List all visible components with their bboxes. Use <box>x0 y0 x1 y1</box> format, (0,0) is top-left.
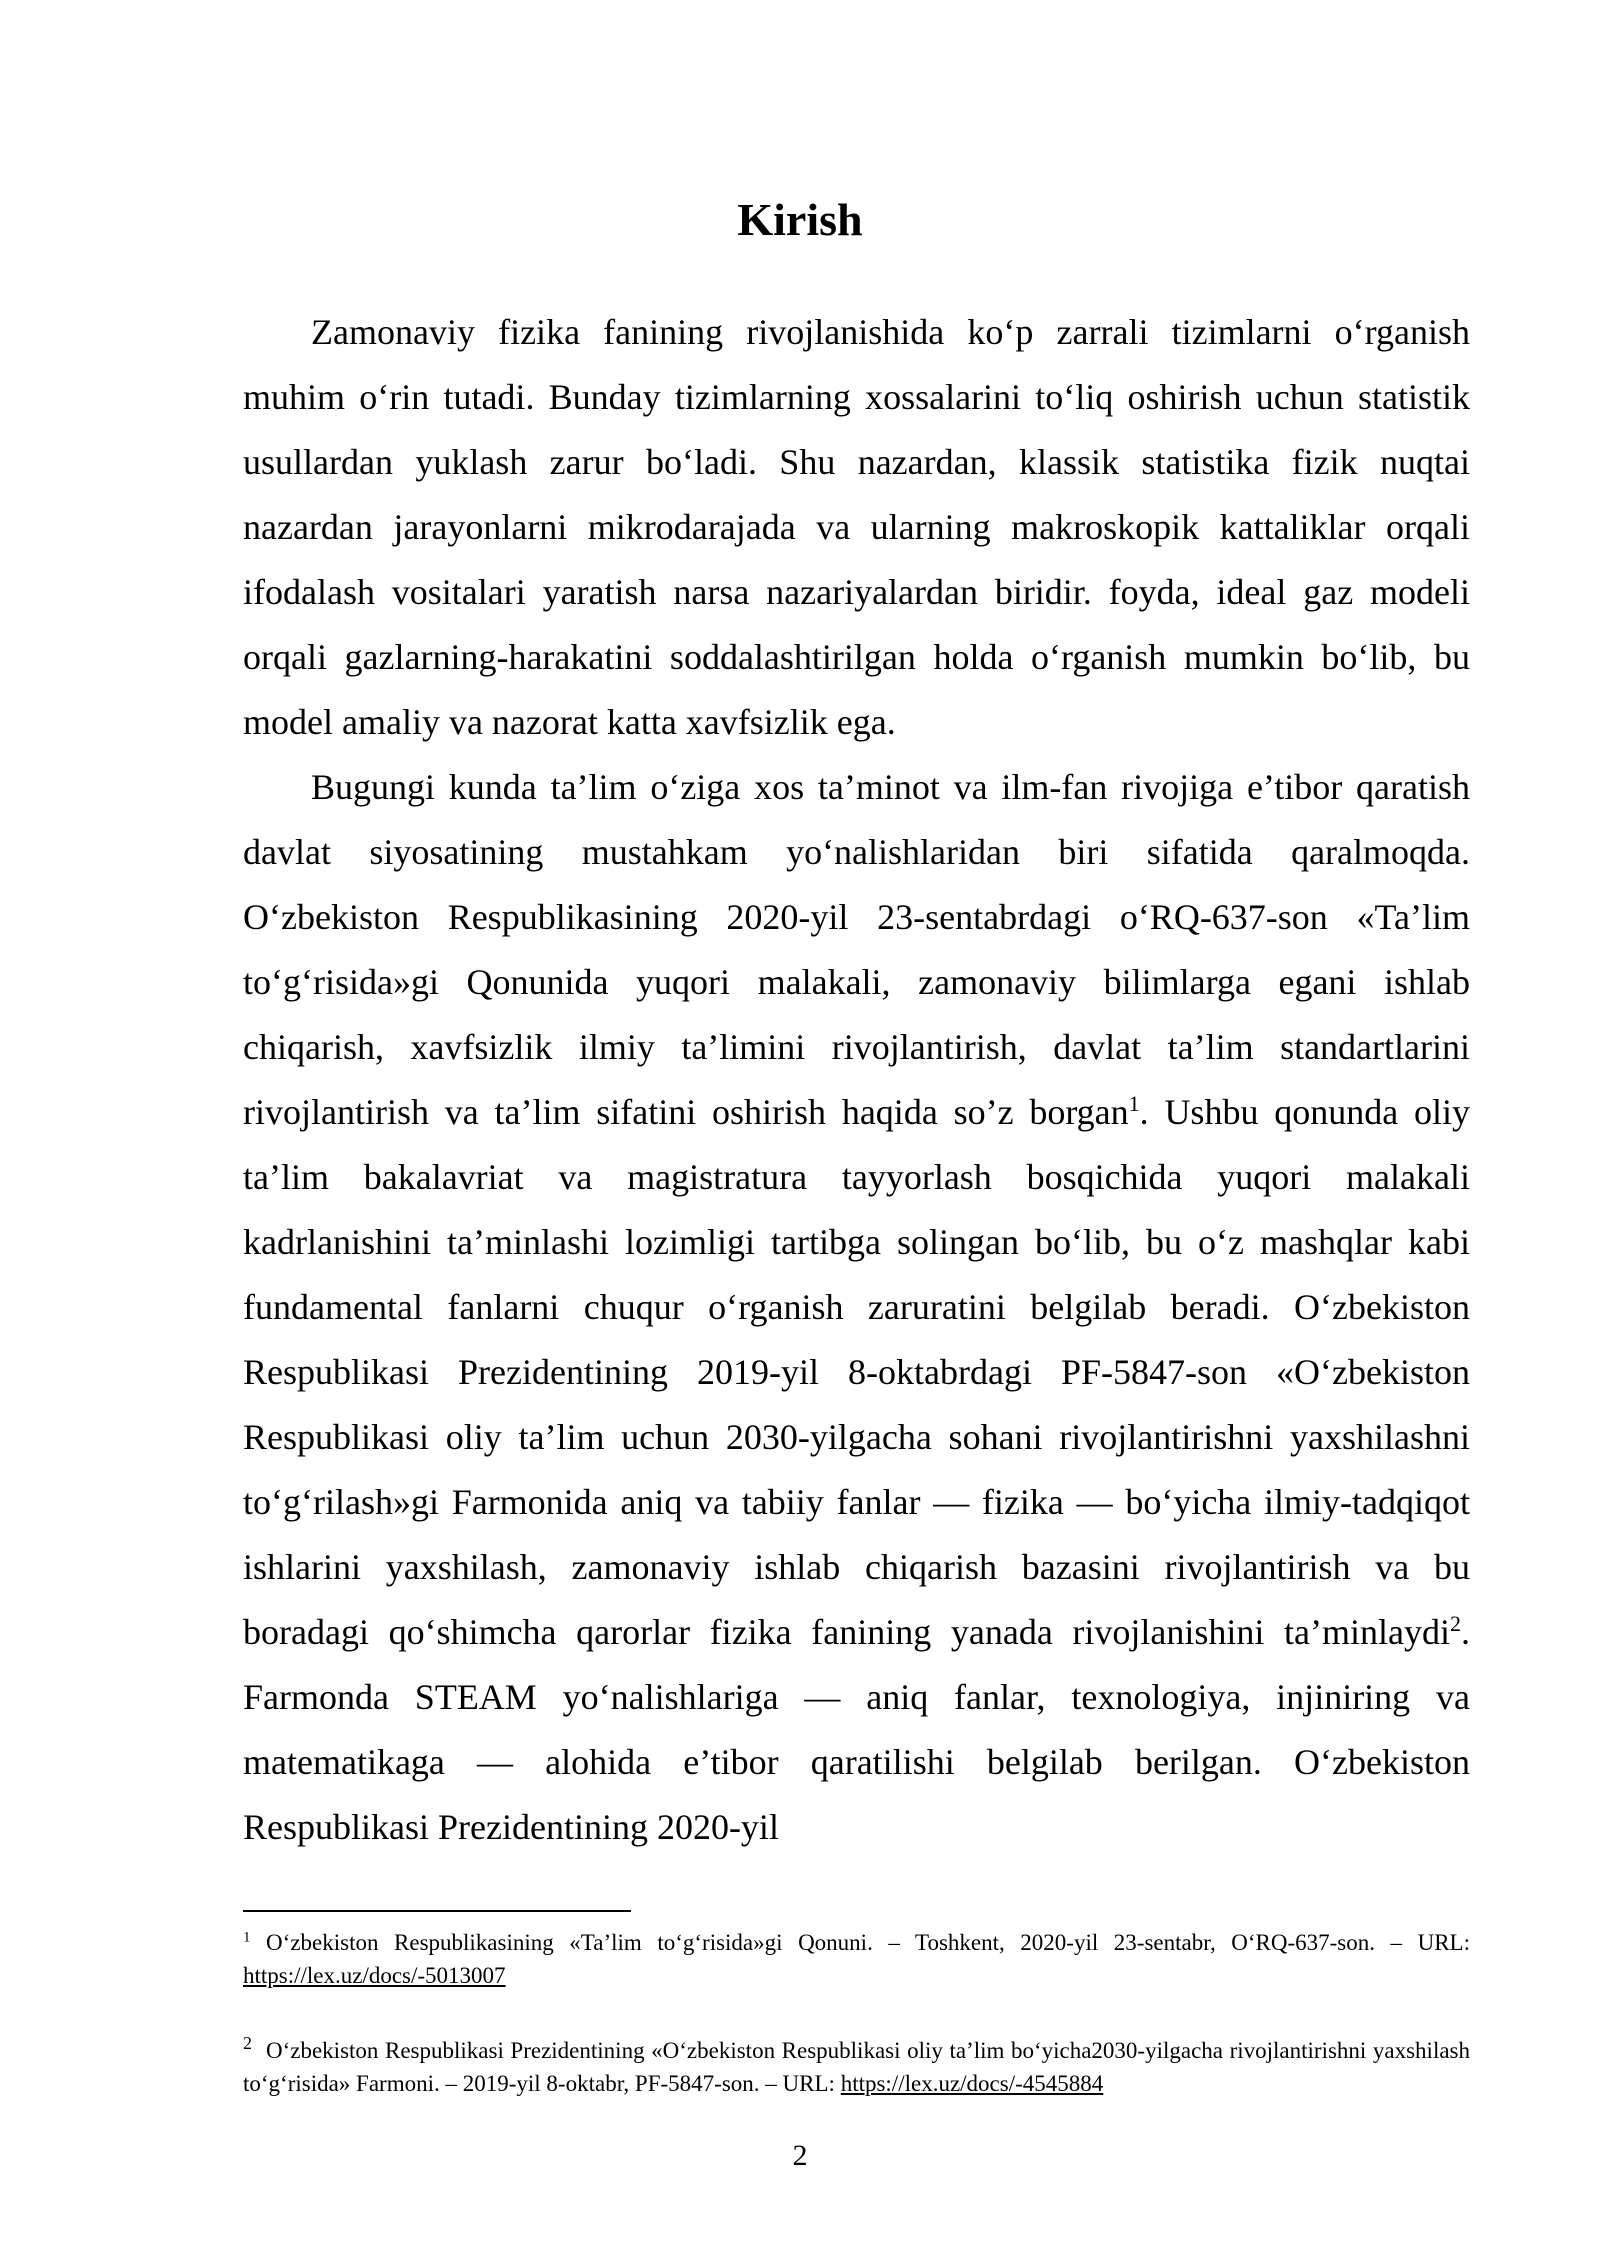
page-title: Kirish <box>737 194 863 245</box>
footnote-1-link[interactable]: https://lex.uz/docs/-5013007 <box>243 1963 506 1988</box>
footnote-1 <box>243 1926 1470 1992</box>
paragraph-legislation-part3: . Farmonda STEAM yo‘nalishlariga — aniq fanlar, texnologiya, injiniring va matematikaga — alohida e’tibor qaratilishi belgilab berilgan. O‘zbekiston Respublikasi Prezidentining 2020-yil <box>243 1612 1470 1847</box>
paragraph-legislation-part1: Bugungi kunda ta’lim o‘ziga xos ta’minot va ilm-fan rivojiga e’tibor qaratish davlat siyosatining mustahkam yo‘nalishlaridan biri sifatida qaralmoqda. O‘zbekiston Respublikasining 2020-yil 23-sentabrdagi o‘RQ-637-son «Ta’lim to‘g‘risida»gi Qonunida yuqori malakali, zamonaviy bilimlarga egani ishlab chiqarish, xavfsizlik ilmiy ta’limini rivojlantirish, davlat ta’lim standartlarini rivojlantirish va ta’lim sifatini oshirish haqida so’z borgan <box>243 767 1470 1132</box>
page-number: 2 <box>792 2139 808 2172</box>
paragraph-intro: Zamonaviy fizika fanining rivojlanishida ko‘p zarrali tizimlarni o‘rganish muhim o‘rin tutadi. Bunday tizimlarning xossalarini to‘liq oshirish uchun statistik usullardan yuklash zarur bo‘ladi. Shu nazardan, klassik statistika fizik nuqtai nazardan jarayonlarni mikrodarajada va ularning makroskopik kattaliklar orqali ifodalash vositalari yaratish narsa nazariyalardan biridir. foyda, ideal gaz modeli orqali gazlarning-harakatini soddalashtirilgan holda o‘rganish mumkin bo‘lib, bu model amaliy va nazorat katta xavfsizlik ega. <box>243 312 1470 742</box>
footnote-1-number: 1 <box>243 1929 251 1946</box>
footnote-separator <box>243 1910 631 1912</box>
footnote-2-link[interactable]: https://lex.uz/docs/-4545884 <box>840 2071 1104 2096</box>
footnote-2-text: O‘zbekiston Respublikasi Prezidentining «O‘zbekiston Respublikasi oliy ta’lim bo‘yicha2030-yilgacha rivojlantirishni yaxshilash to‘g‘risida» Farmoni. – 2019-yil 8-oktabr, PF-5847-son. – URL: <box>243 2038 1470 2096</box>
paragraph-legislation <box>243 755 1470 1860</box>
footnote-ref-1[interactable]: 1 <box>1128 1091 1140 1116</box>
body-text <box>243 300 1470 1860</box>
footnote-ref-2[interactable]: 2 <box>1450 1611 1461 1636</box>
footnote-2 <box>243 2034 1470 2100</box>
footnote-1-text: O‘zbekiston Respublikasining «Ta’lim to‘g‘risida»gi Qonuni. – Toshkent, 2020-yil 23-sentabr, O‘RQ-637-son. – URL: <box>250 1930 1470 1955</box>
footnote-2-number: 2 <box>243 2033 252 2054</box>
footnotes <box>243 1926 1470 2100</box>
paragraph-legislation-part2: . Ushbu qonunda oliy ta’lim bakalavriat va magistratura tayyorlash bosqichida yuqori malakali kadrlanishini ta’minlashi lozimligi tartibga solingan bo‘lib, bu o‘z mashqlar kabi fundamental fanlarni chuqur o‘rganish zaruratini belgilab beradi. O‘zbekiston Respublikasi Prezidentining 2019-yil 8-oktabrdagi PF-5847-son «O‘zbekiston Respublikasi oliy ta’lim uchun 2030-yilgacha sohani rivojlantirishni yaxshilashni to‘g‘rilash»gi Farmonida aniq va tabiiy fanlar — fizika — bo‘yicha ilmiy-tadqiqot ishlarini yaxshilash, zamonaviy ishlab chiqarish bazasini rivojlantirish va bu boradagi qo‘shimcha qarorlar fizika fanining yanada rivojlanishini ta’minlaydi <box>243 1092 1470 1652</box>
